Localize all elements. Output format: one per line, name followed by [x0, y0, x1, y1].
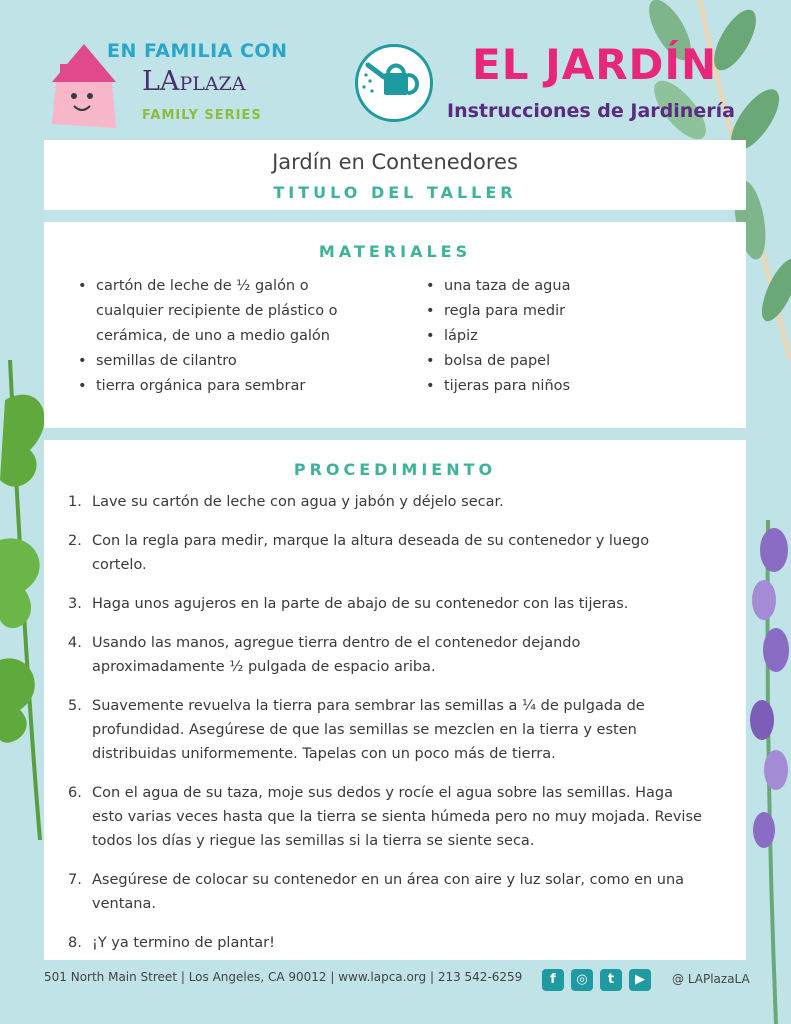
- facebook-icon[interactable]: f: [542, 969, 564, 991]
- page-subtitle: Instrucciones de Jardinería: [447, 100, 735, 122]
- step-item: 3. Haga unos agujeros en la parte de abajo de su contenedor con las tijeras.: [68, 596, 629, 612]
- step-item: 8. ¡Y ya termino de plantar!: [68, 935, 275, 951]
- procedure-steps: [68, 490, 708, 970]
- procedure-panel: [44, 440, 746, 960]
- step-item: 2. Con la regla para medir, marque la altura deseada de su contenedor y luego cortelo.: [68, 533, 650, 573]
- step-item: 1. Lave su cartón de leche con agua y jabón y déjelo secar.: [68, 494, 504, 510]
- watering-can-icon: [355, 44, 433, 122]
- list-item: • tierra orgánica para sembrar: [76, 374, 376, 399]
- step-item: 5. Suavemente revuelva la tierra para sembrar las semillas a ¼ de pulgada de profundidad. Asegúrese de que las semillas se mezclen en la tierra y esten distribuidas uniformemente. Tapelas con un poco más de tierra.: [68, 698, 645, 762]
- page-title: EL JARDÍN: [472, 40, 718, 89]
- workshop-title-panel: [44, 140, 746, 210]
- list-item: • cartón de leche de ½ galón o cualquier recipiente de plástico o cerámica, de uno a medio galón: [76, 274, 376, 349]
- materials-list-right: [424, 274, 724, 399]
- step-item: 6. Con el agua de su taza, moje sus dedos y rocíe el agua sobre las semillas. Haga esto varias veces hasta que la tierra se sienta húmeda pero no muy mojada. Revise todos los días y riegue las semillas si la tierra se siente seca.: [68, 785, 702, 849]
- lavender-decoration-right: [746, 520, 791, 1024]
- workshop-label: TITULO DEL TALLER: [273, 183, 517, 202]
- materials-heading: MATERIALES: [318, 242, 472, 261]
- brand-series: FAMILY SERIES: [142, 108, 262, 123]
- materials-list-left: [76, 274, 376, 399]
- materials-panel: [44, 222, 746, 428]
- brand-logo-text: LAPLAZA: [142, 66, 246, 97]
- brand-tagline: EN FAMILIA CON: [107, 40, 288, 62]
- list-item: • regla para medir: [424, 299, 724, 324]
- social-handle[interactable]: @ LAPlazaLA: [672, 972, 750, 986]
- instagram-icon[interactable]: ◎: [571, 969, 593, 991]
- list-item: • semillas de cilantro: [76, 349, 376, 374]
- list-item: • bolsa de papel: [424, 349, 724, 374]
- step-item: 4. Usando las manos, agregue tierra dentro de el contenedor dejando aproximadamente ½ pulgada de espacio ariba.: [68, 635, 581, 675]
- twitter-icon[interactable]: t: [600, 969, 622, 991]
- footer-address: 501 North Main Street | Los Angeles, CA 90012 | www.lapca.org | 213 542-6259: [44, 970, 523, 984]
- procedure-heading: PROCEDIMIENTO: [293, 460, 497, 479]
- list-item: • una taza de agua: [424, 274, 724, 299]
- workshop-name: Jardín en Contenedores: [272, 150, 518, 174]
- list-item: • lápiz: [424, 324, 724, 349]
- step-item: 7. Asegúrese de colocar su contenedor en un área con aire y luz solar, como en una ventana.: [68, 872, 685, 912]
- list-item: • tijeras para niños: [424, 374, 724, 399]
- youtube-icon[interactable]: ▶: [629, 969, 651, 991]
